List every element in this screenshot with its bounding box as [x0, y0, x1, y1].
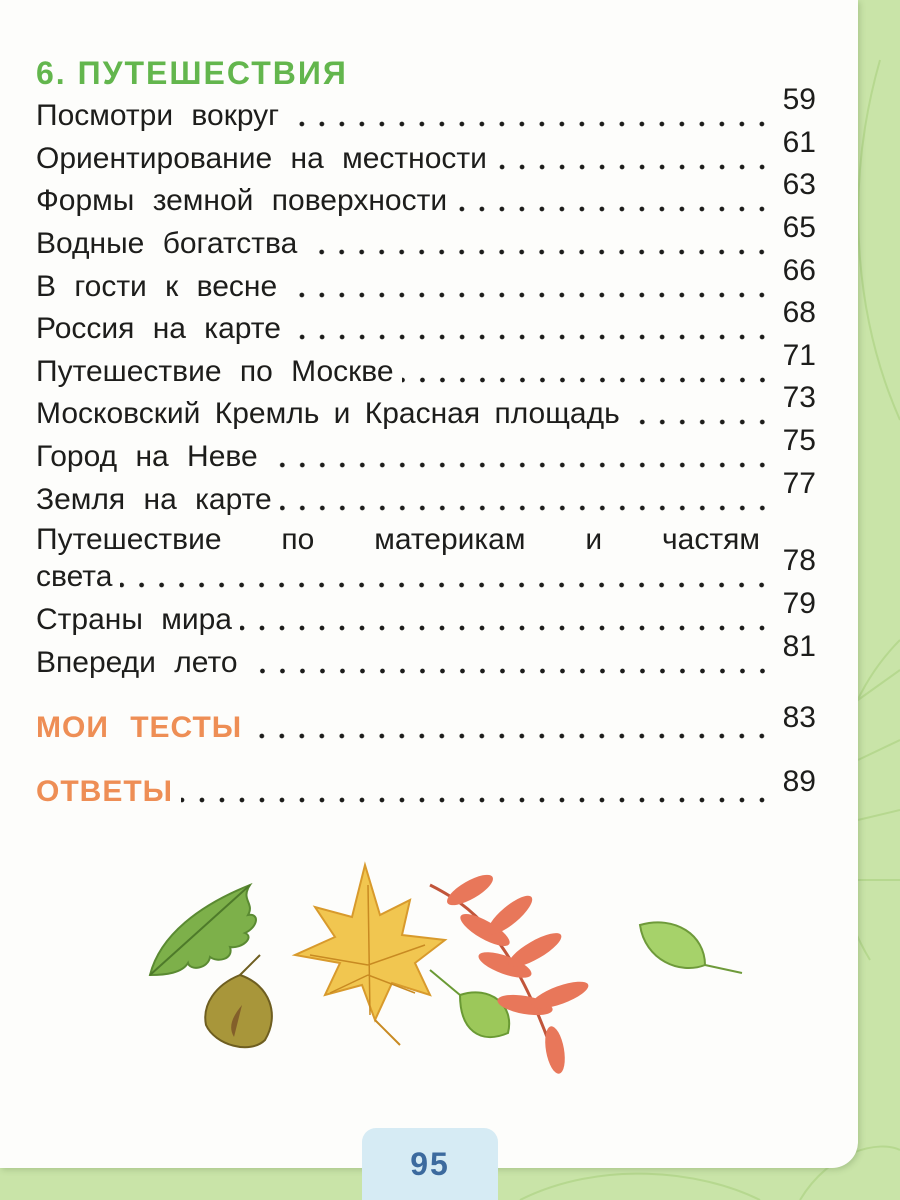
toc-title: Московский Кремль и Красная площадь: [36, 397, 620, 430]
toc-title-word: по: [281, 523, 315, 556]
toc-title: Город на Неве: [36, 440, 258, 473]
dot-leader: [289, 333, 772, 341]
toc-row-tests: [36, 701, 816, 746]
section-title: 6. ПУТЕШЕСТВИЯ: [36, 55, 348, 91]
dot-leader: [305, 248, 772, 256]
toc-title: Земля на карте: [36, 483, 272, 516]
toc-page-number: 78: [782, 544, 816, 577]
toc-row: [36, 254, 816, 305]
toc-page-number: 68: [782, 296, 816, 329]
toc-page-number: 73: [782, 381, 816, 414]
birch-leaf-icon: [205, 955, 272, 1047]
maple-leaf-icon: [295, 865, 445, 1045]
toc-title: Ориентирование на местности: [36, 142, 487, 175]
toc-row: [36, 587, 816, 638]
birch-leaf-icon: [640, 922, 742, 973]
toc-page-number: 83: [782, 701, 816, 734]
toc-page-number: 59: [782, 83, 816, 116]
birch-leaf-icon: [430, 970, 509, 1037]
toc-row: [36, 544, 816, 595]
toc-page-number: 71: [782, 339, 816, 372]
toc-page-number: 61: [782, 126, 816, 159]
toc-title: Россия на карте: [36, 312, 281, 345]
dot-leader: [266, 461, 772, 469]
toc-title: МОИ ТЕСТЫ: [36, 711, 243, 744]
toc-title: света: [36, 560, 113, 593]
dot-leader: [455, 205, 772, 213]
toc-title-word: Путешествие: [36, 523, 222, 556]
toc-title: ОТВЕТЫ: [36, 775, 174, 808]
rowan-leaf-icon: [430, 869, 591, 1075]
toc-title: Формы земной поверхности: [36, 184, 448, 217]
toc-title: Впереди лето: [36, 646, 238, 679]
toc-page-number: 75: [782, 424, 816, 457]
toc-row: [36, 211, 816, 262]
page-number: 95: [410, 1145, 450, 1182]
toc-title: Страны мира: [36, 603, 232, 636]
toc-row-answers: [36, 765, 816, 810]
toc-row: [36, 467, 816, 518]
autumn-leaves-illustration: [130, 845, 750, 1080]
toc-row: [36, 168, 816, 219]
dot-leader: [287, 120, 772, 128]
dot-leader: [628, 418, 772, 426]
toc-page-number: 77: [782, 467, 816, 500]
toc-row: [36, 126, 816, 177]
toc-title: Путешествие по Москве: [36, 355, 394, 388]
toc-page-number: 81: [782, 630, 816, 663]
toc-page-number: 63: [782, 168, 816, 201]
toc-title-word: частям: [662, 523, 760, 556]
toc-title: Посмотри вокруг: [36, 99, 280, 132]
page-number-tab: [362, 1128, 498, 1200]
toc-row: [36, 83, 816, 134]
dot-leader: [402, 376, 772, 384]
toc-page-number: 79: [782, 587, 816, 620]
toc-row: [36, 424, 816, 475]
toc-title: Водные богатства: [36, 227, 298, 260]
toc-row: [36, 381, 816, 432]
toc-page-number: 66: [782, 254, 816, 287]
dot-leader: [280, 504, 772, 512]
toc-title-word: материкам: [374, 523, 526, 556]
toc-title-word: и: [585, 523, 603, 556]
toc-row: [36, 630, 816, 681]
dot-leader: [246, 667, 772, 675]
oak-leaf-icon: [150, 885, 256, 975]
dot-leader: [495, 163, 772, 171]
toc-page-number: 65: [782, 211, 816, 244]
dot-leader: [285, 291, 772, 299]
toc-page-number: 89: [782, 765, 816, 798]
dot-leader: [250, 732, 772, 740]
dot-leader: [240, 624, 772, 632]
toc-title: В гости к весне: [36, 270, 278, 303]
toc-row: [36, 296, 816, 347]
dot-leader: [120, 581, 772, 589]
dot-leader: [181, 796, 772, 804]
toc-row: [36, 339, 816, 390]
